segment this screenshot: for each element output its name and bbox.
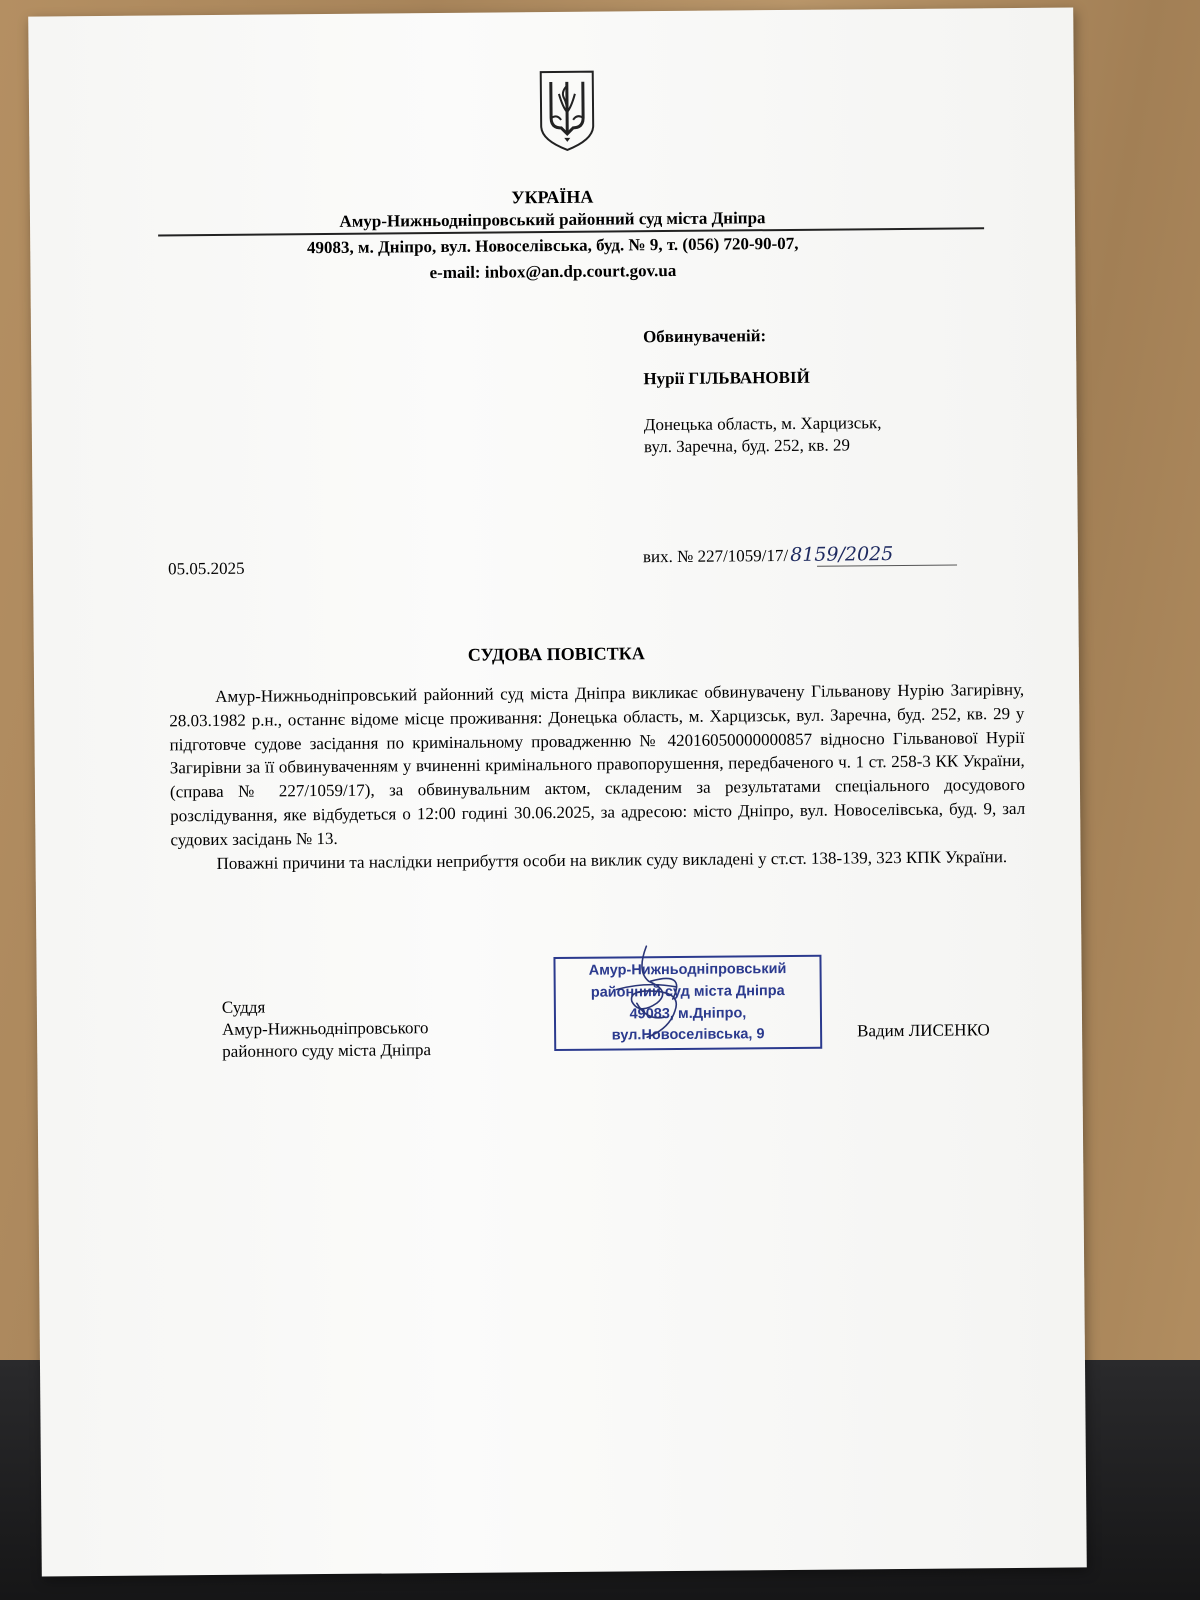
recipient-address-line: Донецька область, м. Харцизськ,: [643, 412, 882, 435]
recipient-title: Обвинуваченій:: [642, 326, 767, 347]
stamp-line: вул.Новоселівська, 9: [611, 1026, 765, 1044]
outgoing-number-printed: вих. № 227/1059/17/: [642, 545, 789, 567]
court-name-heading: Амур-Нижньодніпровський районний суд міста Дніпра: [339, 208, 766, 231]
stamp-line: Амур-Нижньодніпровський: [588, 961, 787, 979]
document-body: [169, 678, 1026, 876]
trident-coat-of-arms-icon: [537, 68, 598, 153]
judge-role: [222, 995, 431, 1063]
stamp-line: районний суд міста Дніпра: [590, 982, 785, 1001]
recipient-name: Нурії ГІЛЬВАНОВІЙ: [643, 368, 810, 389]
handwritten-signature-icon: [576, 941, 717, 1052]
body-paragraph: Амур-Нижньодніпровський районний суд міста Дніпра викликає обвинувачену Гільванову Нурію Загирівну, 28.03.1982 р.н., останнє відоме місце проживання: Донецька область, м. Харцизськ, вул. Заречна, буд. 252, кв. 29 у підготовче судове засідання по кримінальному провадженню № 42016050000000857 відносно Гільванової Нурії Загирівни за її обвинуваченням у вчиненні кримінального правопорушення, передбаченого ч. 1 ст. 258-3 КК України, (справа № 227/1059/17), за обвинувальним актом, складеним за результатами спеціального досудового розслідування, яке відбудеться о 12:00 годині 30.06.2025, за адресою: місто Дніпро, вул. Новоселівська, буд. 9, зал судових засідань № 13.: [169, 679, 1026, 850]
recipient-address: [644, 412, 882, 458]
stamp-line: 49083, м.Дніпро,: [629, 1004, 747, 1022]
country-heading: УКРАЇНА: [511, 186, 594, 208]
recipient-address-line: вул. Заречна, буд. 252, кв. 29: [643, 435, 851, 457]
document-title: СУДОВА ПОВІСТКА: [467, 643, 645, 665]
judge-name: Вадим ЛИСЕНКО: [857, 1020, 990, 1041]
body-paragraph: Поважні причини та наслідки неприбуття особи на виклик суду викладені у ст.ст. 138-139, 323 КПК України.: [216, 846, 1008, 873]
judge-role-line: районного суду міста Дніпра: [222, 1040, 432, 1062]
court-address: 49083, м. Дніпро, вул. Новоселівська, буд. № 9, т. (056) 720-90-07,: [306, 233, 799, 258]
judge-role-line: Суддя: [221, 997, 266, 1017]
outgoing-number-handwritten: 8159/2025: [790, 543, 894, 566]
document-sheet: [28, 7, 1087, 1576]
outgoing-number: [643, 543, 894, 567]
judge-role-line: Амур-Нижньодніпровського: [221, 1018, 429, 1040]
court-email: e-mail: inbox@an.dp.court.gov.ua: [429, 260, 677, 283]
recipient-block: [643, 325, 882, 458]
document-date: 05.05.2025: [167, 558, 245, 579]
outgoing-number-underline: [817, 565, 957, 567]
